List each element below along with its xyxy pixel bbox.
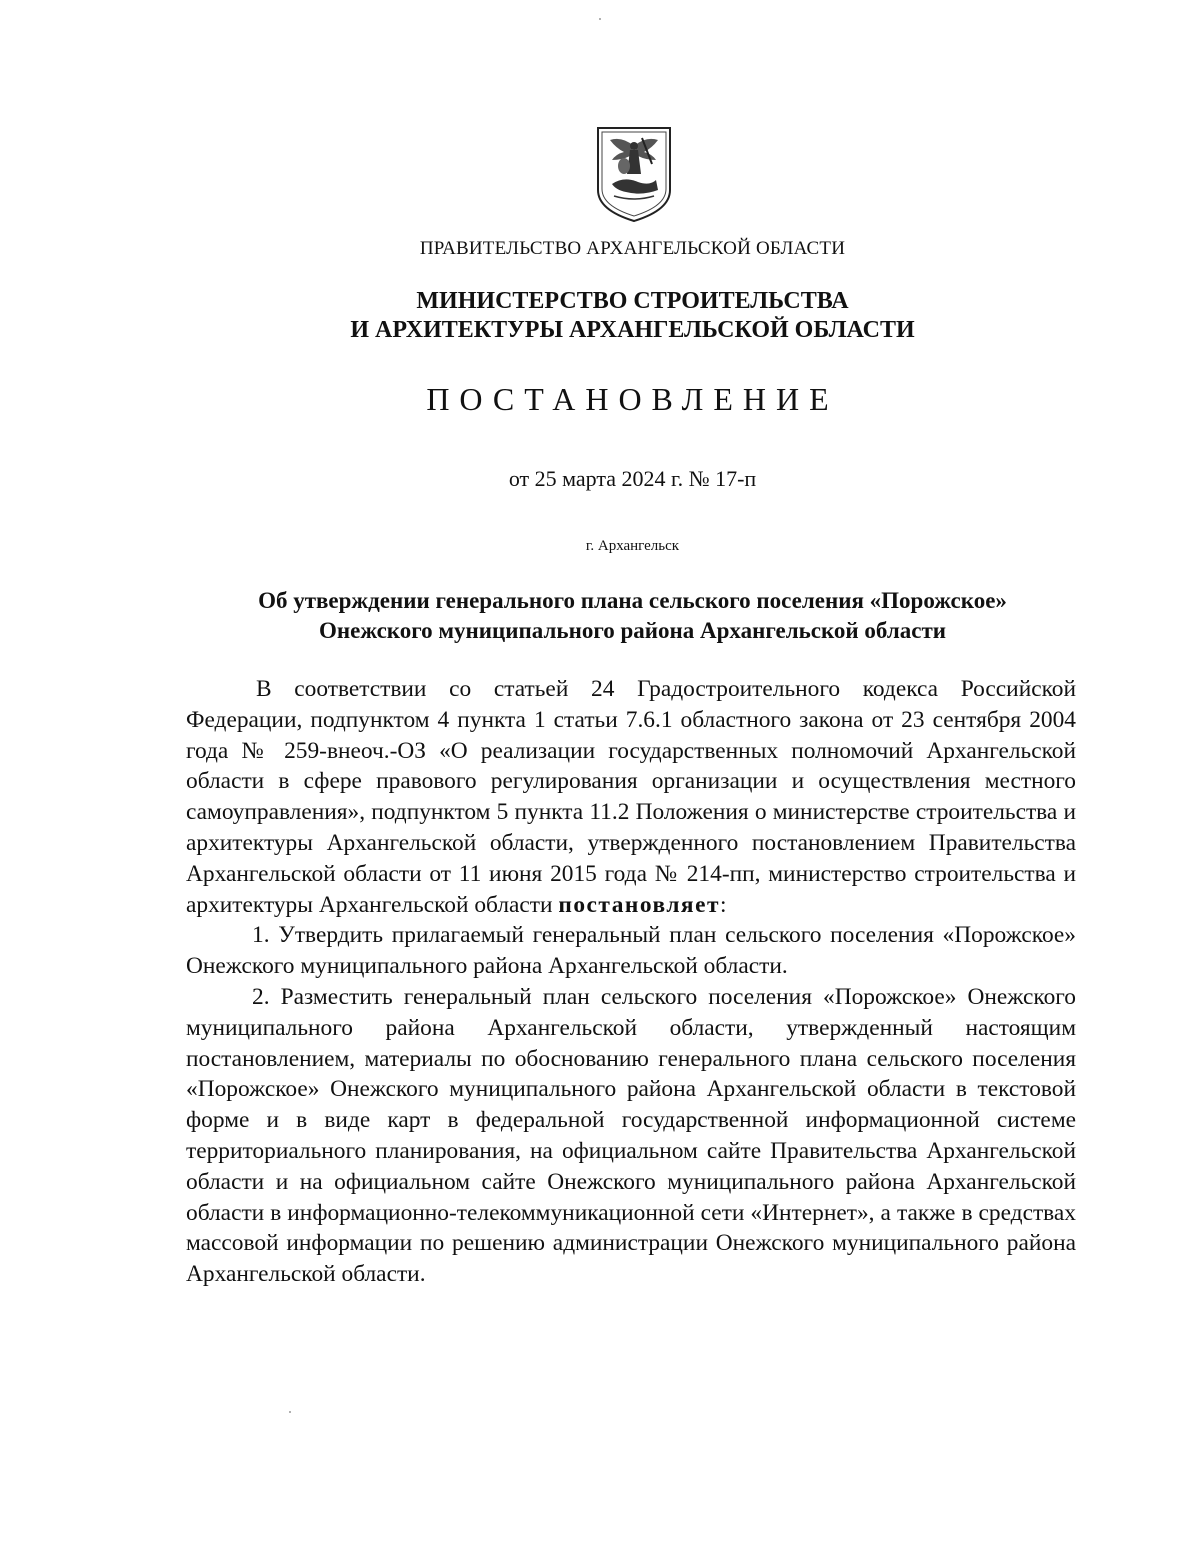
item-1: 1. Утвердить прилагаемый генеральный план сельского поселения «Порожское» Онежского муниципального района Архангельской области. xyxy=(186,922,1076,980)
ministry-name xyxy=(0,287,1200,345)
city: г. Архангельск xyxy=(585,538,680,554)
government-name: ПРАВИТЕЛЬСТВО АРХАНГЕЛЬСКОЙ ОБЛАСТИ xyxy=(419,238,846,259)
coat-of-arms-icon xyxy=(594,124,674,224)
ministry-line-2: И АРХИТЕКТУРЫ АРХАНГЕЛЬСКОЙ ОБЛАСТИ xyxy=(350,317,915,343)
scan-speck xyxy=(599,18,601,20)
date-and-number: от 25 марта 2024 г. № 17-п xyxy=(508,466,757,491)
title-line-2: Онежского муниципального района Архангельской области xyxy=(318,618,947,643)
document-body xyxy=(186,674,1076,1290)
item-2: 2. Разместить генеральный план сельского поселения «Порожское» Онежского муниципального района Архангельской области, утвержденный настоящим постановлением, материалы по обоснованию генерального плана сельского поселения «Порожское» Онежского муниципального района Архангельской области в текстовой форме и в виде карт в федеральной государственной информационной системе территориального планирования, на официальном сайте Правительства Архангельской области и на официальном сайте Онежского муниципального района Архангельской области в информационно-телекоммуникационной сети «Интернет», а также в средствах массовой информации по решению администрации Онежского муниципального района Архангельской области. xyxy=(186,983,1076,1288)
scan-speck xyxy=(289,1411,291,1413)
document-title xyxy=(0,586,1200,646)
preamble-text: В соответствии со статьей 24 Градостроительного кодекса Российской Федерации, подпунктом 4 пункта 1 статьи 7.6.1 областного закона от 23 сентября 2004 года № 259-внеоч.-ОЗ «О реализации государственных полномочий Архангельской области в сфере правового регулирования организации и осуществления местного самоуправления», подпунктом 5 пункта 11.2 Положения о министерстве строительства и архитектуры Архангельской области, утвержденного постановлением Правительства Архангельской области от 11 июня 2015 года № 214-пп, министерство строительства и архитектуры Архангельской области xyxy=(186,676,1076,918)
decree-word: постановляет xyxy=(558,891,720,918)
title-line-1: Об утверждении генерального плана сельского поселения «Порожское» xyxy=(258,588,1007,613)
document-type: ПОСТАНОВЛЕНИЕ xyxy=(426,381,839,417)
preamble-paragraph xyxy=(186,674,1076,920)
ministry-line-1: МИНИСТЕРСТВО СТРОИТЕЛЬСТВА xyxy=(416,288,849,314)
decree-colon: : xyxy=(719,891,727,918)
